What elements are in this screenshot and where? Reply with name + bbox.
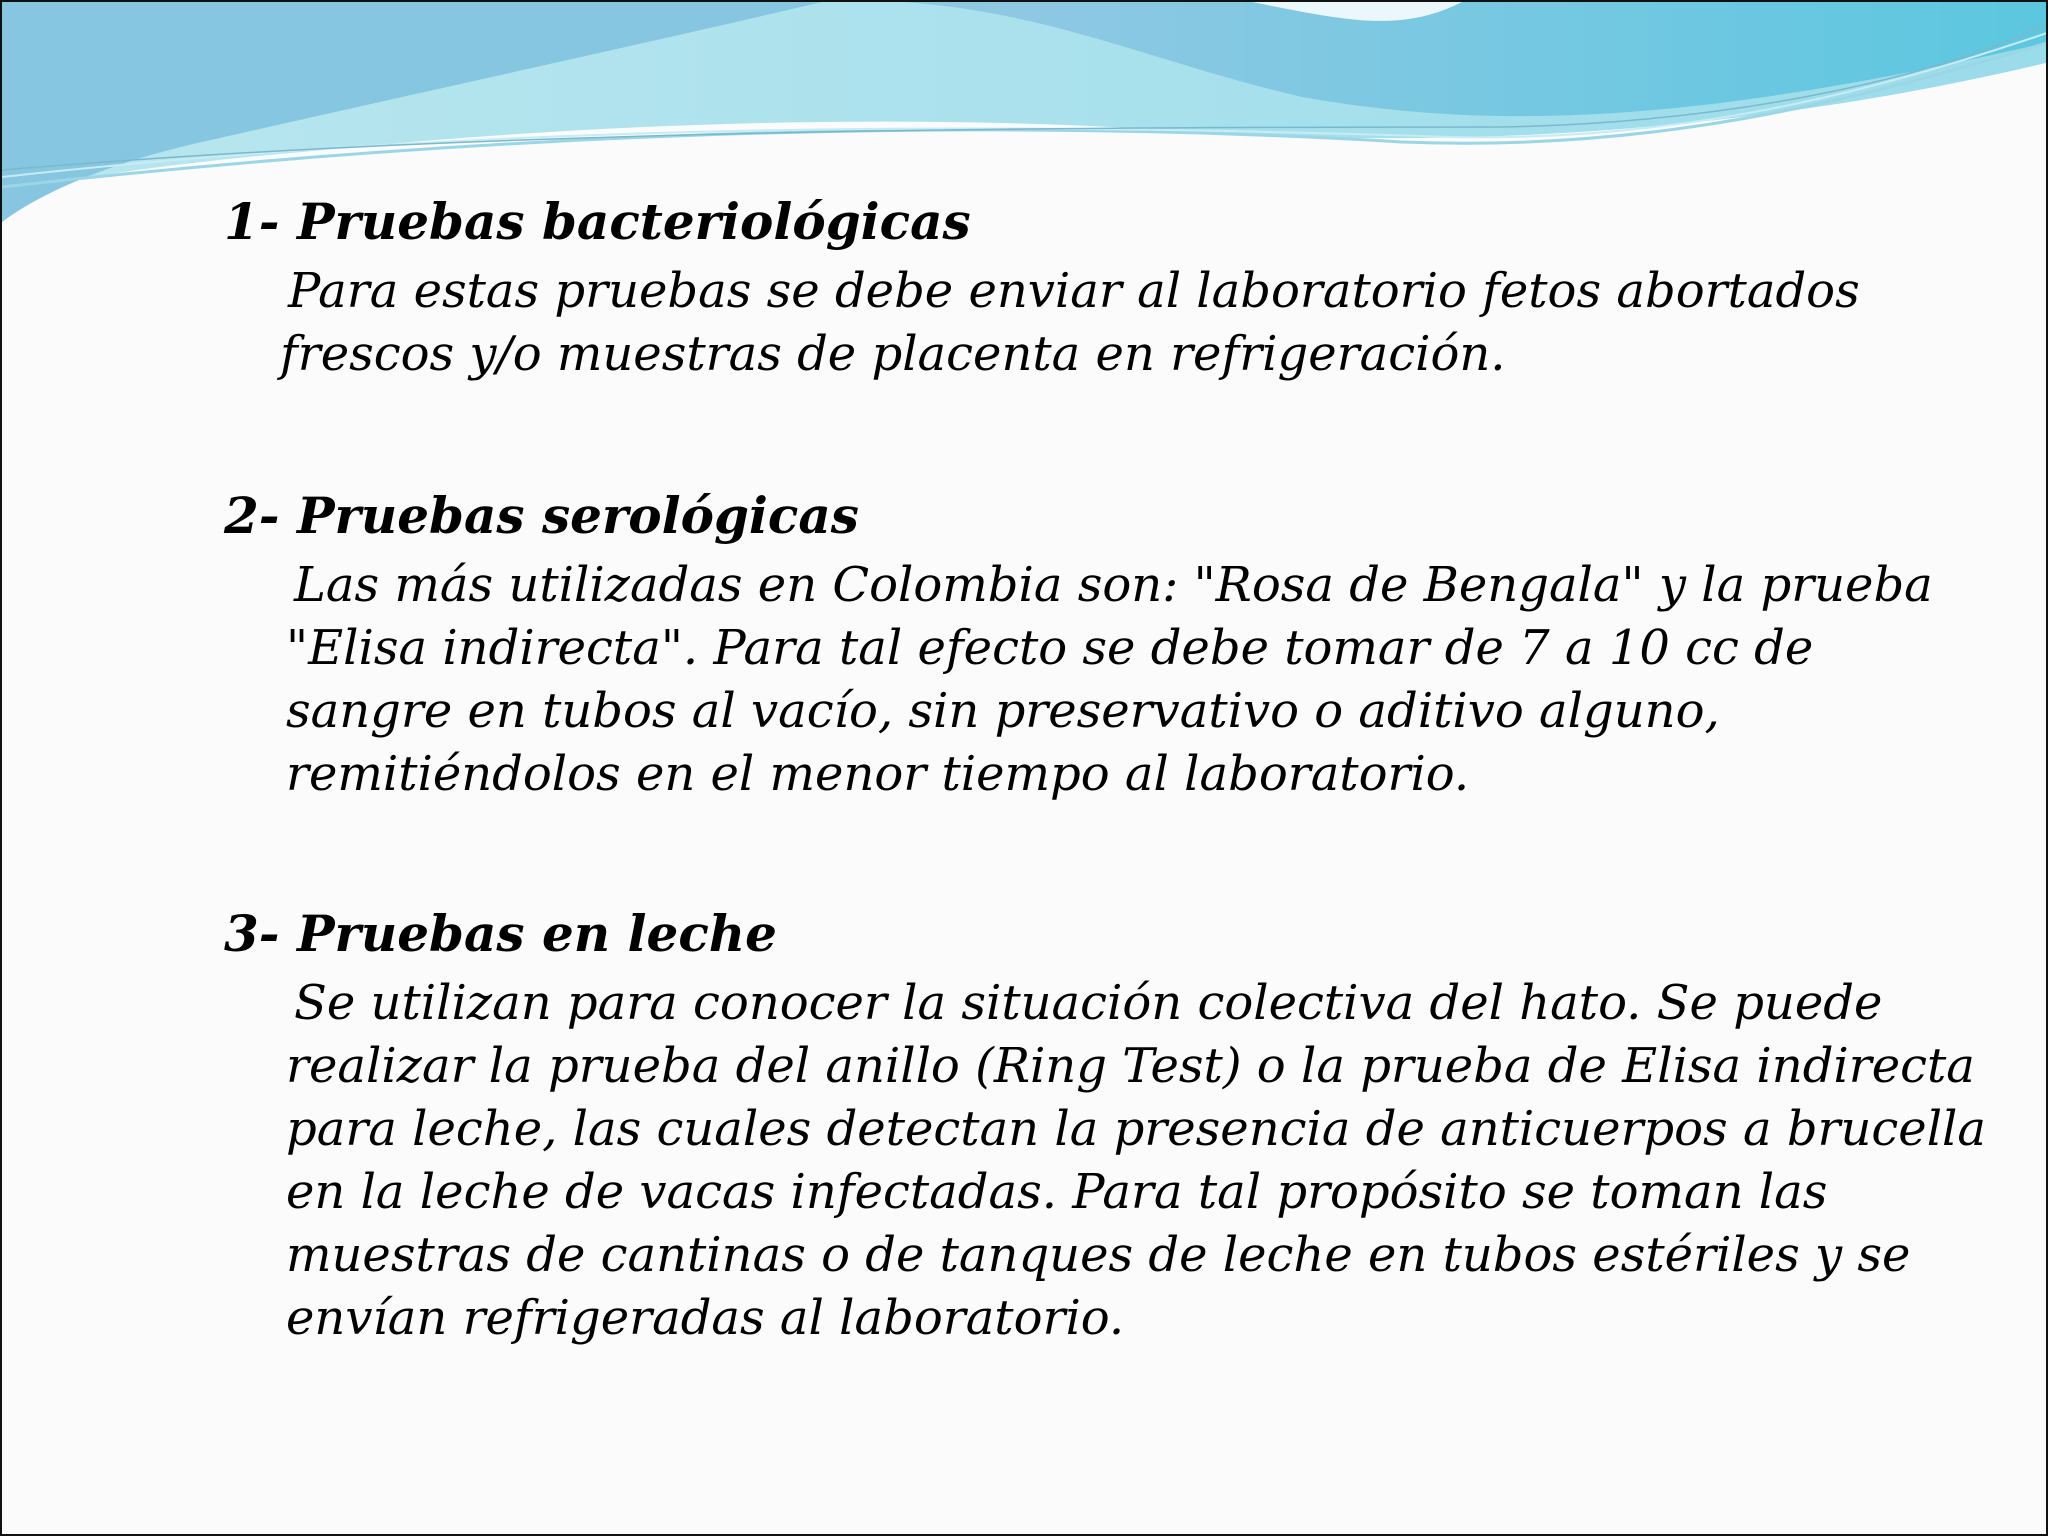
section-body: Para estas pruebas se debe enviar al laboratorio fetos abortados frescos y/o muestras de placenta en refrigeración. [280, 263, 1860, 382]
section-milk-tests [224, 904, 1987, 1350]
section-heading: 2- Pruebas serológicas [224, 486, 859, 545]
section-heading: 3- Pruebas en leche [224, 904, 777, 963]
section-serological [224, 486, 1954, 806]
section-body: Se utilizan para conocer la situación colectiva del hato. Se puede realizar la prueba del anillo (Ring Test) o la prueba de Elisa indirecta para leche, las cuales detectan la presencia de anticuerpos a brucella en la leche de vacas infectadas. Para tal propósito se toman las muestras de cantinas o de tanques de leche en tubos estériles y se envían refrigeradas al laboratorio. [286, 975, 1987, 1346]
section-bacteriological [224, 192, 1954, 386]
section-heading: 1- Pruebas bacteriológicas [224, 192, 971, 251]
section-body: Las más utilizadas en Colombia son: "Rosa de Bengala" y la prueba "Elisa indirecta". Para tal efecto se debe tomar de 7 a 10 cc de sangre en tubos al vacío, sin preservativo o aditivo alguno, remitiéndolos en el menor tiempo al laboratorio. [286, 557, 1933, 802]
